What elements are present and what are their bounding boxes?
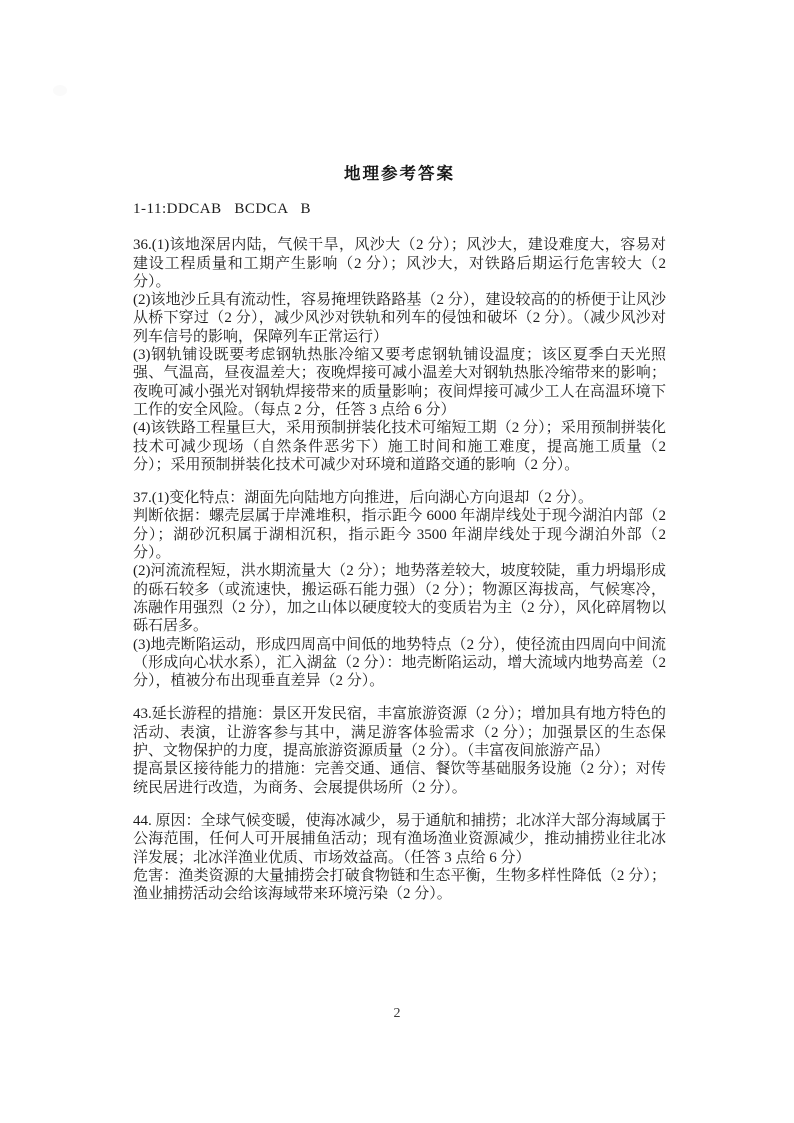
answer-block-q37 (133, 489, 666, 690)
scan-smudge (53, 85, 67, 96)
page-content (133, 164, 666, 903)
answer-block-q44 (133, 812, 666, 903)
q36-part3: (3)钢轨铺设既要考虑钢轨热胀冷缩又要考虑钢轨铺设温度；该区夏季白天光照强、气温高，昼夜温差大；夜晚焊接可减小温差大对钢轨热胀冷缩带来的影响；夜晚可减小强光对钢轨焊接带来的质量影响；夜间焊接可减少工人在高温环境下工作的安全风险。（每点 2 分，任答 3 点给 6 分） (133, 347, 666, 418)
q43-measures-extend: 43.延长游程的措施：景区开发民宿，丰富旅游资源（2 分）；增加具有地方特色的活动、表演，让游客参与其中，满足游客体验需求（2 分）；加强景区的生态保护、文物保护的力度，提高旅游资源质量（2 分）。（丰富夜间旅游产品） (133, 706, 666, 760)
q36-part1: 36.(1)该地深居内陆，气候干旱，风沙大（2 分）；风沙大，建设难度大，容易对建设工程质量和工期产生影响（2 分）；风沙大，对铁路后期运行危害较大（2 分）。 (133, 237, 666, 290)
document-title: 地理参考答案 (344, 164, 455, 183)
answer-block-q43 (133, 705, 666, 796)
q44-reasons: 44. 原因：全球气候变暖，使海冰减少，易于通航和捕捞；北冰洋大部分海域属于公海范围，任何人可开展捕鱼活动；现有渔场渔业资源减少，推动捕捞业往北冰洋发展；北冰洋渔业优质、市场效益高。（任答 3 点给 6 分） (133, 812, 666, 866)
q36-part4: (4)该铁路工程量巨大，采用预制拼装化技术可缩短工期（2 分）；采用预制拼装化技术可减少现场（自然条件恶劣下）施工时间和施工难度，提高施工质量（2 分）；采用预制拼装化技术可减少对环境和道路交通的影响（2 分）。 (133, 420, 666, 473)
q37-part3: (3)地壳断陷运动，形成四周高中间低的地势特点（2 分），使径流由四周向中间流（形成向心状水系），汇入湖盆（2 分）：地壳断陷运动，增大流域内地势高差（2 分），植被分布出现垂直差异（2 分）。 (133, 636, 666, 690)
q36-part2: (2)该地沙丘具有流动性，容易掩埋铁路路基（2 分），建设较高的的桥便于让风沙从桥下穿过（2 分），减少风沙对铁轨和列车的侵蚀和破坏（2 分）。（减少风沙对列车信号的影响，保障列车正常运行） (133, 292, 666, 345)
answer-block-q36 (133, 236, 666, 474)
q37-part1-basis: 判断依据：螺壳层属于岸滩堆积，指示距今 6000 年湖岸线处于现今湖泊内部（2 分）；湖砂沉积属于湖相沉积，指示距今 3500 年湖岸线处于现今湖泊外部（2 分）。 (133, 508, 666, 562)
page-number: 2 (393, 1006, 401, 1021)
q44-harms: 危害：渔类资源的大量捕捞会打破食物链和生态平衡，生物多样性降低（2 分）；渔业捕捞活动会给该海域带来环境污染（2 分）。 (133, 867, 666, 903)
q37-part1: 37.(1)变化特点：湖面先向陆地方向推进，后向湖心方向退却（2 分）。 (133, 490, 593, 507)
q43-measures-capacity: 提高景区接待能力的措施：完善交通、通信、餐饮等基础服务设施（2 分）；对传统民居进行改造，为商务、会展提供场所（2 分）。 (133, 761, 666, 796)
q37-part2: (2)河流流程短，洪水期流量大（2 分）；地势落差较大，坡度较陡，重力坍塌形成的砾石较多（或流速快，搬运砾石能力强）（2 分）；物源区海拔高，气候寒冷，冻融作用强烈（2 分），加之山体以硬度较大的变质岩为主（2 分），风化碎屑物以砾石居多。 (133, 563, 666, 635)
multiple-choice-answers: 1-11:DDCAB BCDCA B (133, 201, 311, 217)
